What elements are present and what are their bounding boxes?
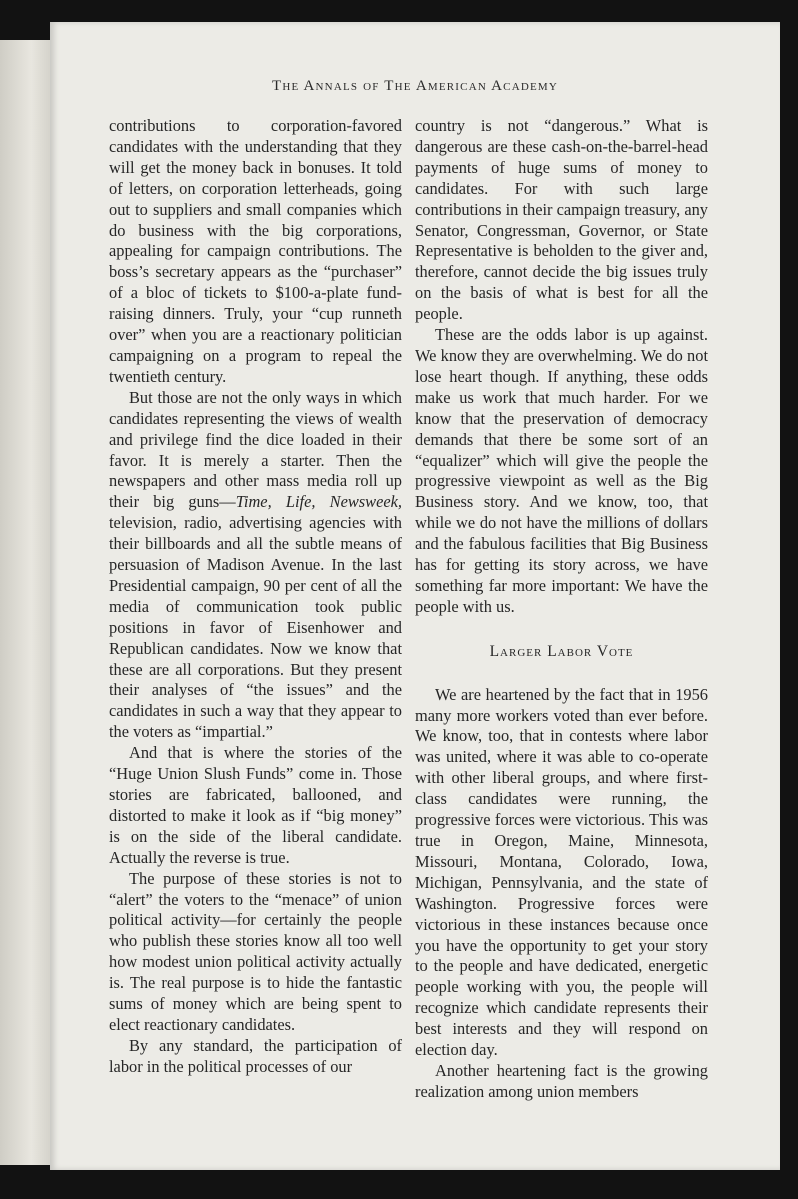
paragraph: These are the odds labor is up against. We know they are overwhelming. We do not lose heart though. If anything, these odds make us work that much harder. For we know that the preservation of democracy demands that there be some sort of an “equalizer” which will give the people the progressive viewpoint as well as the Big Business story. And we know, too, that while we do not have the millions of dollars and the fabulous facilities that Big Business has for getting its story across, we have something far more important: We have the people with us.	[415, 325, 708, 616]
paragraph: contributions to corporation-favored candidates with the understanding that they will get the money back in bonuses. It told of letters, on corporation letterheads, going out to suppliers and small companies which do business with the big corporations, appealing for campaign contributions. The boss’s secretary appears as the “purchaser” of a bloc of tickets to $100-a-plate fund-raising dinners. Truly, your “cup runneth over” when you are a reactionary politician campaigning on a program to repeal the twentieth century.	[109, 116, 402, 386]
paragraph: Another heartening fact is the growing realization among union members	[415, 1060, 708, 1101]
paragraph: By any standard, the participation of labor in the political processes of our	[109, 1035, 402, 1076]
document-page	[50, 22, 780, 1170]
paragraph: We are heartened by the fact that in 1956 many more workers voted than ever before. We know, too, that in contests where labor was united, where it was able to co-operate with other liberal groups, and where first-class candidates were running, the progressive forces were victorious. This was true in Oregon, Maine, Minnesota, Missouri, Montana, Colorado, Iowa, Michigan, Pennsylvania, and the state of Washington. Progressive forces were victorious in these instances because once you have the opportunity to get your story to the people and have dedicated, energetic people working with you, the people will recognize which candidate represents their best interests and they will respond on election day.	[415, 684, 708, 1060]
paragraph: The purpose of these stories is not to “alert” the voters to the “menace” of union political activity—for certainly the people who publish these stories know all too well how modest union political activity actually is. The real purpose is to hide the fantastic sums of money which are being spent to elect reactionary candidates.	[109, 868, 402, 1034]
running-header: The Annals of The American Academy	[271, 78, 559, 94]
left-column	[109, 116, 402, 1078]
facing-page-edge	[0, 40, 52, 1165]
right-column	[415, 116, 708, 1103]
paragraph-text: But those are not the only ways in which candidates representing the views of wealth and privilege find the dice loaded in their favor. It is merely a starter. Then the newspapers and other mass media roll up their big guns—	[109, 387, 402, 512]
italic-publications: Time, Life, Newsweek,	[235, 492, 403, 512]
paragraph-text: television, radio, advertising agencies with their billboards and all the subtle means of persuasion of Madison Avenue. In the last Presidential campaign, 90 per cent of all the media of communication took public positions in favor of Eisenhower and Republican candidates. Now we know that these are all corporations. But they present their analyses of “the issues” and the candidates in such a way that they appear to the voters as “impartial.”	[109, 513, 402, 742]
paragraph: And that is where the stories of the “Huge Union Slush Funds” come in. Those stories are fabricated, ballooned, and distorted to make it look as if “big money” is on the side of the liberal candidate. Actually the reverse is true.	[109, 743, 402, 867]
paragraph	[109, 388, 402, 743]
paragraph: country is not “dangerous.” What is dangerous are these cash-on-the-barrel-head payments of huge sums of money to candidates. For with such large contributions in their campaign treasury, any Senator, Congressman, Governor, or State Representative is beholden to the giver and, therefore, cannot decide the big issues truly on the basis of what is best for all the people.	[415, 116, 708, 324]
section-heading: Larger Labor Vote	[489, 642, 634, 660]
